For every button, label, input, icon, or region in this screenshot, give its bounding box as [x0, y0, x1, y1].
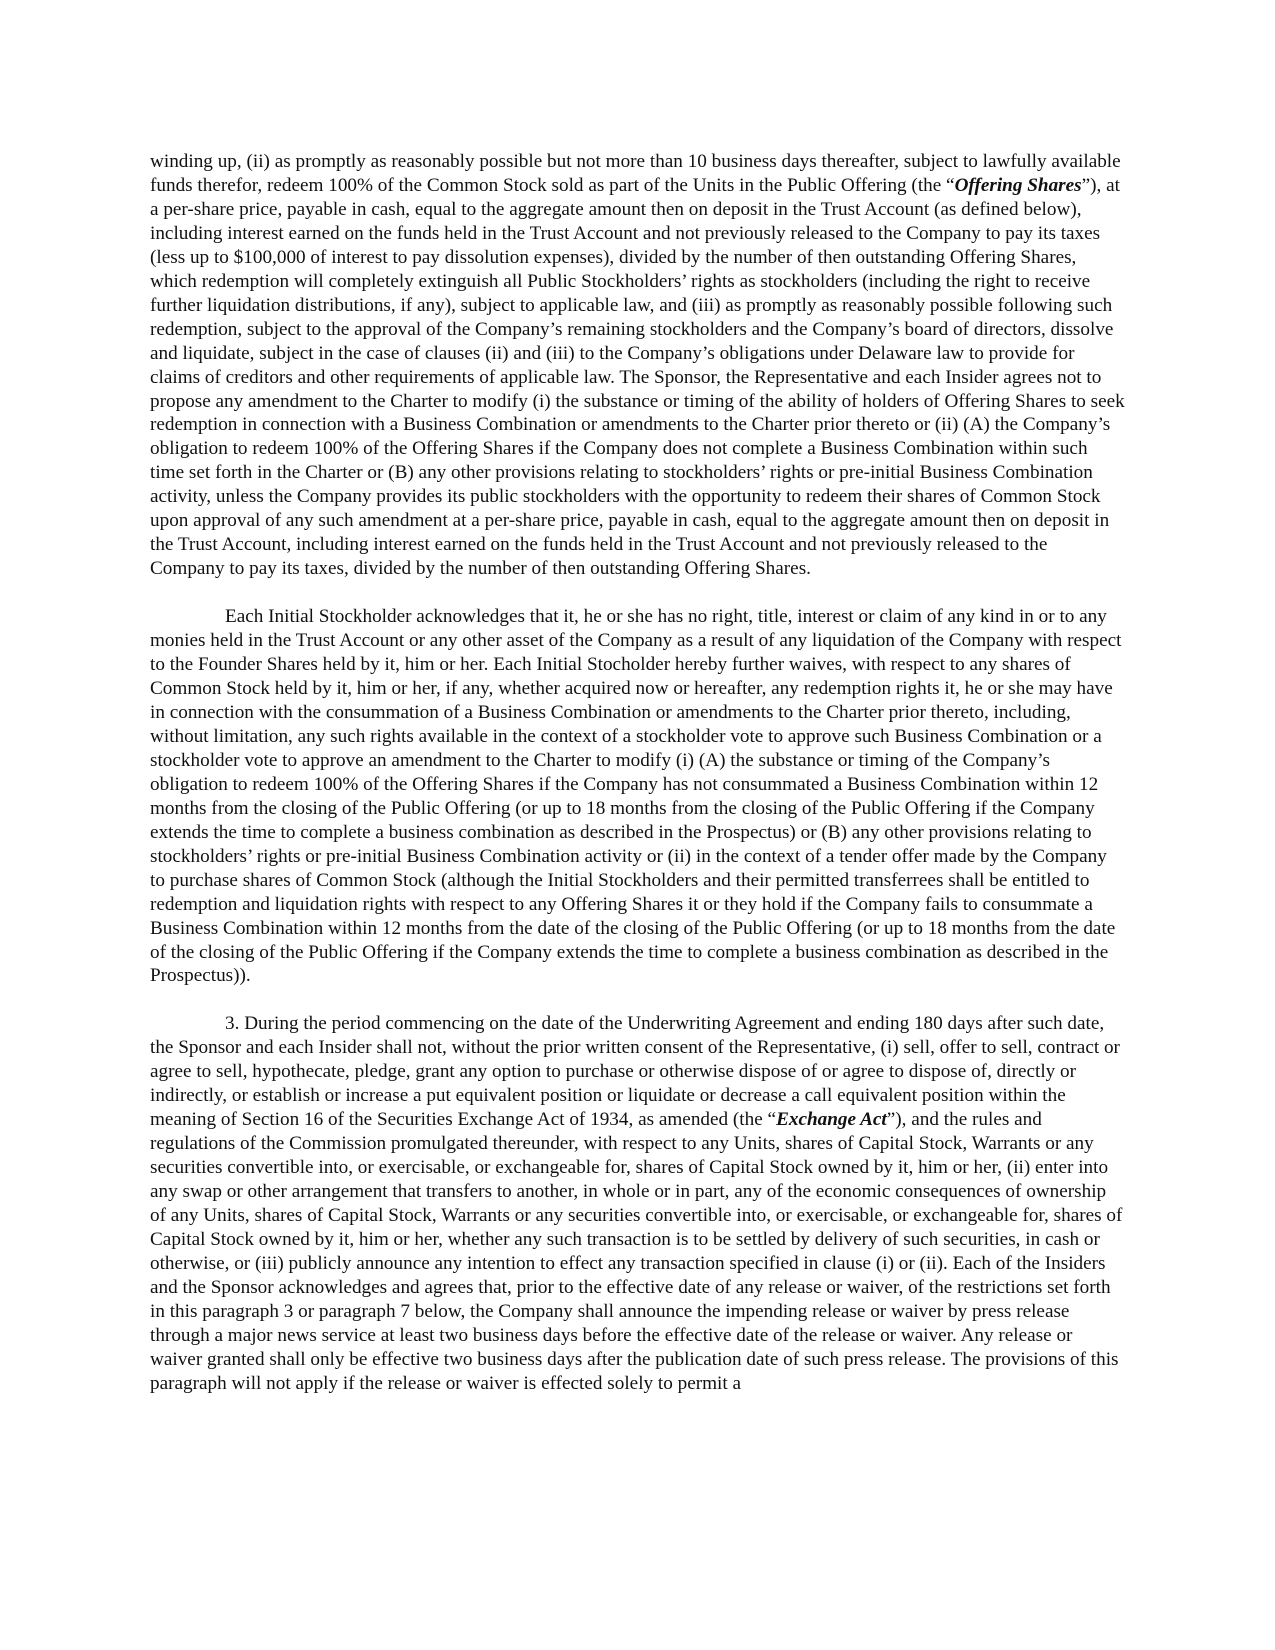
- document-page: [150, 150, 1125, 1420]
- paragraph-winding-up: [150, 150, 1125, 581]
- paragraph-text: ”), at a per-share price, payable in cash, equal to the aggregate amount then on deposit in the Trust Account (as defined below), including interest earned on the funds held in the Trust Account and not previously released to the Company to pay its taxes (less up to $100,000 of interest to pay dissolution expenses), divided by the number of then outstanding Offering Shares, which redemption will completely extinguish all Public Stockholders’ rights as stockholders (including the right to receive further liquidation distributions, if any), subject to applicable law, and (iii) as promptly as reasonably possible following such redemption, subject to the approval of the Company’s remaining stockholders and the Company’s board of directors, dissolve and liquidate, subject in the case of clauses (ii) and (iii) to the Company’s obligations under Delaware law to provide for claims of creditors and other requirements of applicable law. The Sponsor, the Representative and each Insider agrees not to propose any amendment to the Charter to modify (i) the substance or timing of the ability of holders of Offering Shares to seek redemption in connection with a Business Combination or amendments to the Charter prior thereto or (ii) (A) the Company’s obligation to redeem 100% of the Offering Shares if the Company does not complete a Business Combination within such time set forth in the Charter or (B) any other provisions relating to stockholders’ rights or pre-initial Business Combination activity, unless the Company provides its public stockholders with the opportunity to redeem their shares of Common Stock upon approval of any such amendment at a per-share price, payable in cash, equal to the aggregate amount then on deposit in the Trust Account, including interest earned on the funds held in the Trust Account and not previously released to the Company to pay its taxes, divided by the number of then outstanding Offering Shares.: [150, 174, 1125, 580]
- paragraph-text: 3. During the period commencing on the date of the Underwriting Agreement and ending 180 days after such date, the Sponsor and each Insider shall not, without the prior written consent of the Representative, (i) sell, offer to sell, contract or agree to sell, hypothecate, pledge, grant any option to purchase or otherwise dispose of or agree to dispose of, directly or indirectly, or establish or increase a put equivalent position or liquidate or decrease a call equivalent position within the meaning of Section 16 of the Securities Exchange Act of 1934, as amended (the “: [150, 1013, 1120, 1131]
- paragraph-text: winding up, (ii) as promptly as reasonably possible but not more than 10 business days thereafter, subject to lawfully available funds therefor, redeem 100% of the Common Stock sold as part of the Units in the Public Offering (the “: [150, 151, 1121, 196]
- paragraph-text: Each Initial Stockholder acknowledges that it, he or she has no right, title, interest or claim of any kind in or to any monies held in the Trust Account or any other asset of the Company as a result of any liquidation of the Company with respect to the Founder Shares held by it, him or her. Each Initial Stocholder hereby further waives, with respect to any shares of Common Stock held by it, him or her, if any, whether acquired now or hereafter, any redemption rights it, he or she may have in connection with the consummation of a Business Combination or amendments to the Charter prior thereto, including, without limitation, any such rights available in the context of a stockholder vote to approve such Business Combination or a stockholder vote to approve an amendment to the Charter to modify (i) (A) the substance or timing of the Company’s obligation to redeem 100% of the Offering Shares if the Company has not consummated a Business Combination within 12 months from the closing of the Public Offering (or up to 18 months from the closing of the Public Offering if the Company extends the time to complete a business combination as described in the Prospectus) or (B) any other provisions relating to stockholders’ rights or pre-initial Business Combination activity or (ii) in the context of a tender offer made by the Company to purchase shares of Common Stock (although the Initial Stockholders and their permitted transferrees shall be entitled to redemption and liquidation rights with respect to any Offering Shares it or they hold if the Company fails to consummate a Business Combination within 12 months from the date of the closing of the Public Offering (or up to 18 months from the date of the closing of the Public Offering if the Company extends the time to complete a business combination as described in the Prospectus)).: [150, 606, 1122, 987]
- paragraph-initial-stockholder-waiver: [150, 605, 1125, 988]
- paragraph-3-lockup: [150, 1012, 1125, 1395]
- defined-term-offering-shares: Offering Shares: [954, 174, 1082, 196]
- paragraph-text: ”), and the rules and regulations of the Commission promulgated thereunder, with respect to any Units, shares of Capital Stock, Warrants or any securities convertible into, or exercisable, or exchangeable for, shares of Capital Stock owned by it, him or her, (ii) enter into any swap or other arrangement that transfers to another, in whole or in part, any of the economic consequences of ownership of any Units, shares of Capital Stock, Warrants or any securities convertible into, or exercisable, or exchangeable for, shares of Capital Stock owned by it, him or her, whether any such transaction is to be settled by delivery of such securities, in cash or otherwise, or (iii) publicly announce any intention to effect any transaction specified in clause (i) or (ii). Each of the Insiders and the Sponsor acknowledges and agrees that, prior to the effective date of any release or waiver, of the restrictions set forth in this paragraph 3 or paragraph 7 below, the Company shall announce the impending release or waiver by press release through a major news service at least two business days before the effective date of the release or waiver. Any release or waiver granted shall only be effective two business days after the publication date of such press release. The provisions of this paragraph will not apply if the release or waiver is effected solely to permit a: [150, 1109, 1123, 1394]
- defined-term-exchange-act: Exchange Act: [776, 1109, 887, 1131]
